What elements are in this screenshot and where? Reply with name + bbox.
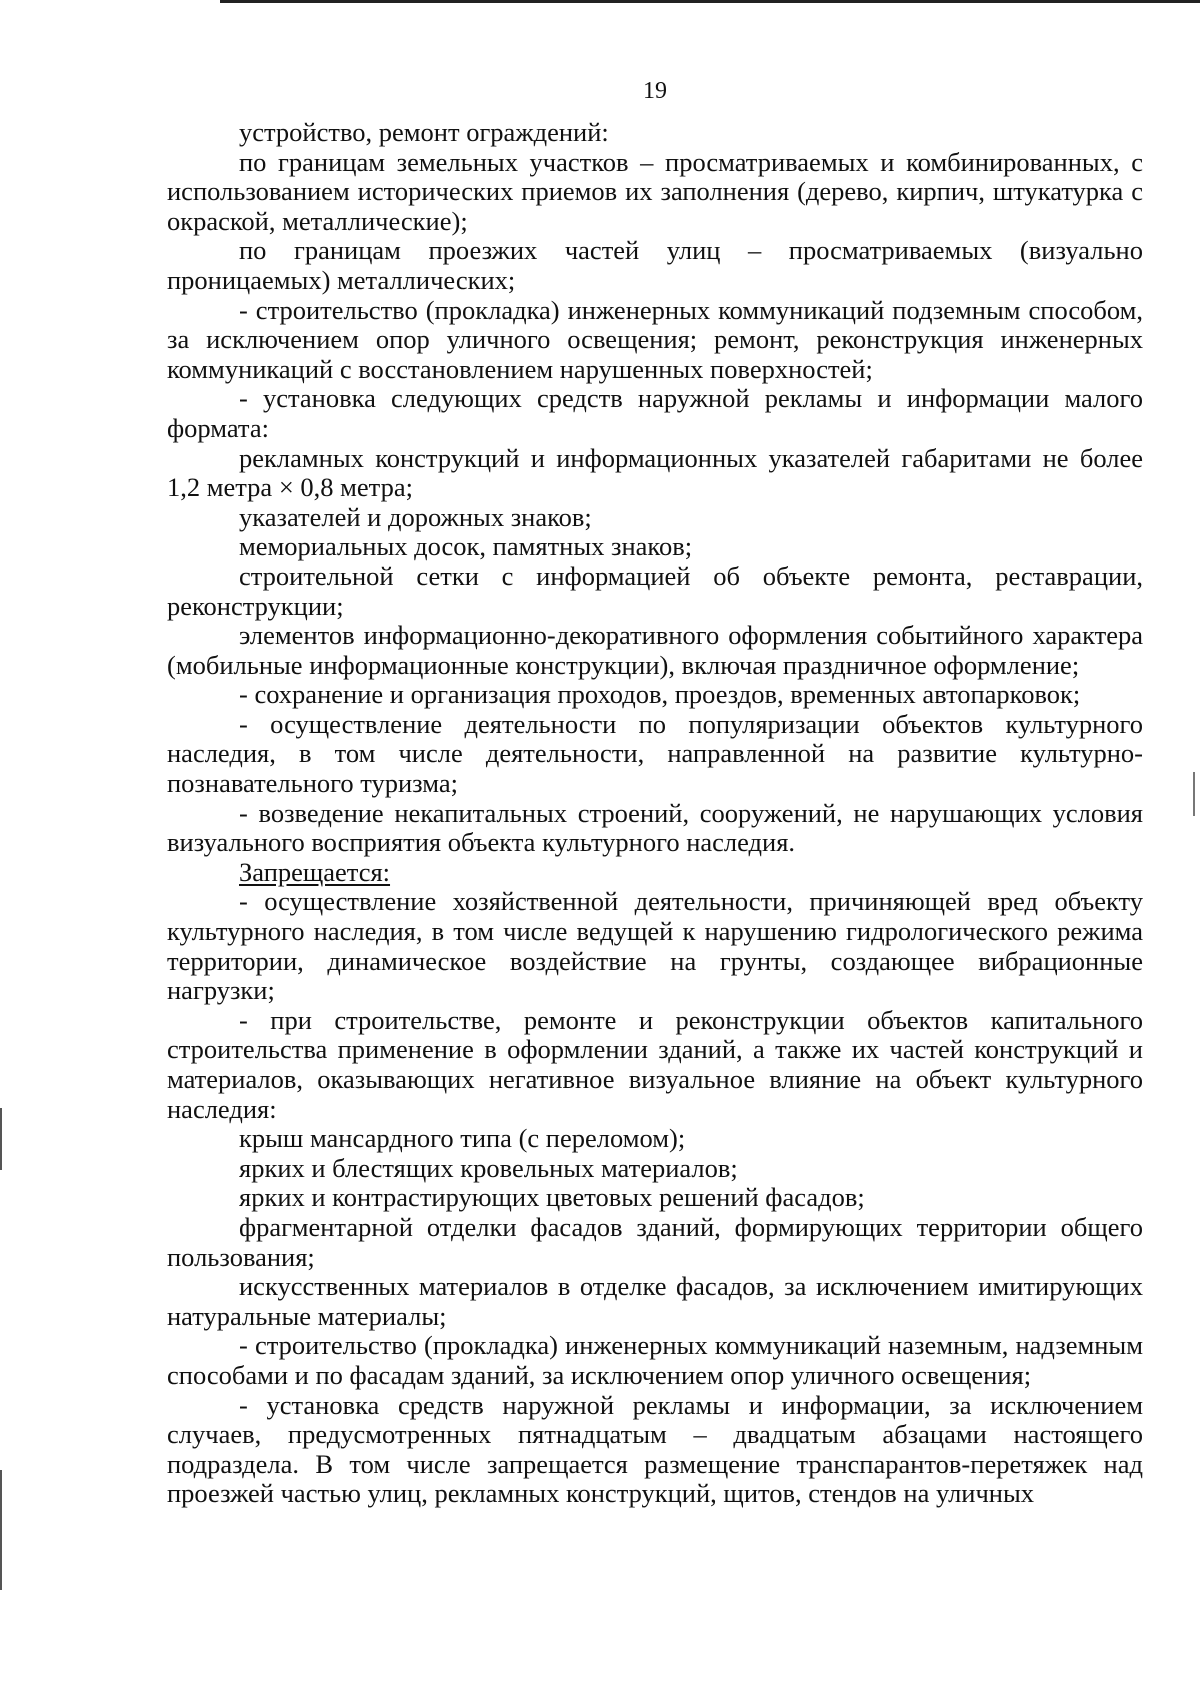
paragraph: - строительство (прокладка) инженерных коммуникаций подземным способом, за исключением опор уличного освещения; ремонт, реконструкция инженерных коммуникаций с восстановлением нарушенных поверхностей; [167,294,1143,384]
scan-edge-mark [0,1108,2,1170]
paragraph: - строительство (прокладка) инженерных коммуникаций наземным, надземным способами и по фасадам зданий, за исключением опор уличного освещения; [167,1330,1143,1390]
paragraph: искусственных материалов в отделке фасадов, за исключением имитирующих натуральные материалы; [167,1271,1143,1331]
paragraph: - возведение некапитальных строений, сооружений, не нарушающих условия визуального восприятия объекта культурного наследия. [167,797,1143,858]
scan-top-border [220,0,1200,3]
paragraph: - при строительстве, ремонте и реконструкции объектов капитального строительства применение в оформлении зданий, а также их частей конструкций и материалов, оказывающих негативное визуальное влияние на объект культурного наследия: [167,1004,1143,1124]
paragraph: рекламных конструкций и информационных указателей габаритами не более 1,2 метра × 0,8 метра; [167,442,1143,503]
prohibited-heading [167,858,1143,888]
paragraph: элементов информационно-декоративного оформления событийного характера (мобильные информационные конструкции), включая праздничное оформление; [167,620,1143,680]
page-number: 19 [643,78,667,104]
paragraph: - установка следующих средств наружной рекламы и информации малого формата: [167,383,1143,443]
paragraph: - осуществление хозяйственной деятельности, причиняющей вред объекту культурного наследия, в том числе ведущей к нарушению гидрологического режима территории, динамическое воздействие на грунты, создающее вибрационные нагрузки; [167,886,1143,1006]
document-body [167,118,1143,1509]
scan-edge-mark [1193,772,1195,816]
paragraph: - установка средств наружной рекламы и информации, за исключением случаев, предусмотренных пятнадцатым – двадцатым абзацами настоящего подраздела. В том числе запрещается размещение транспарантов-перетяжек над проезжей частью улиц, рекламных конструкций, щитов, стендов на уличных [167,1389,1143,1509]
paragraph: крыш мансардного типа (с переломом); [239,1123,686,1154]
paragraph: устройство, ремонт ограждений: [239,117,609,147]
paragraph: по границам земельных участков – просматриваемых и комбинированных, с использованием исторических приемов их заполнения (дерево, кирпич, штукатурка с окраской, металлические); [167,146,1143,236]
prohibited-heading-text: Запрещается: [239,856,391,887]
paragraph: строительной сетки с информацией об объекте ремонта, реставрации, реконструкции; [167,560,1143,621]
paragraph: ярких и блестящих кровельных материалов; [239,1152,738,1183]
paragraph: - сохранение и организация проходов, проездов, временных автопарковок; [239,679,1081,710]
paragraph: ярких и контрастирующих цветовых решений фасадов; [239,1182,865,1213]
scan-edge-mark [0,1470,2,1590]
paragraph: мемориальных досок, памятных знаков; [239,531,693,562]
paragraph: фрагментарной отделки фасадов зданий, формирующих территории общего пользования; [167,1211,1143,1272]
paragraph: по границам проезжих частей улиц – просматриваемых (визуально проницаемых) металлических; [167,235,1143,295]
paragraph: - осуществление деятельности по популяризации объектов культурного наследия, в том числе деятельности, направленной на развитие культурно-познавательного туризма; [167,708,1143,799]
paragraph: указателей и дорожных знаков; [239,501,592,532]
